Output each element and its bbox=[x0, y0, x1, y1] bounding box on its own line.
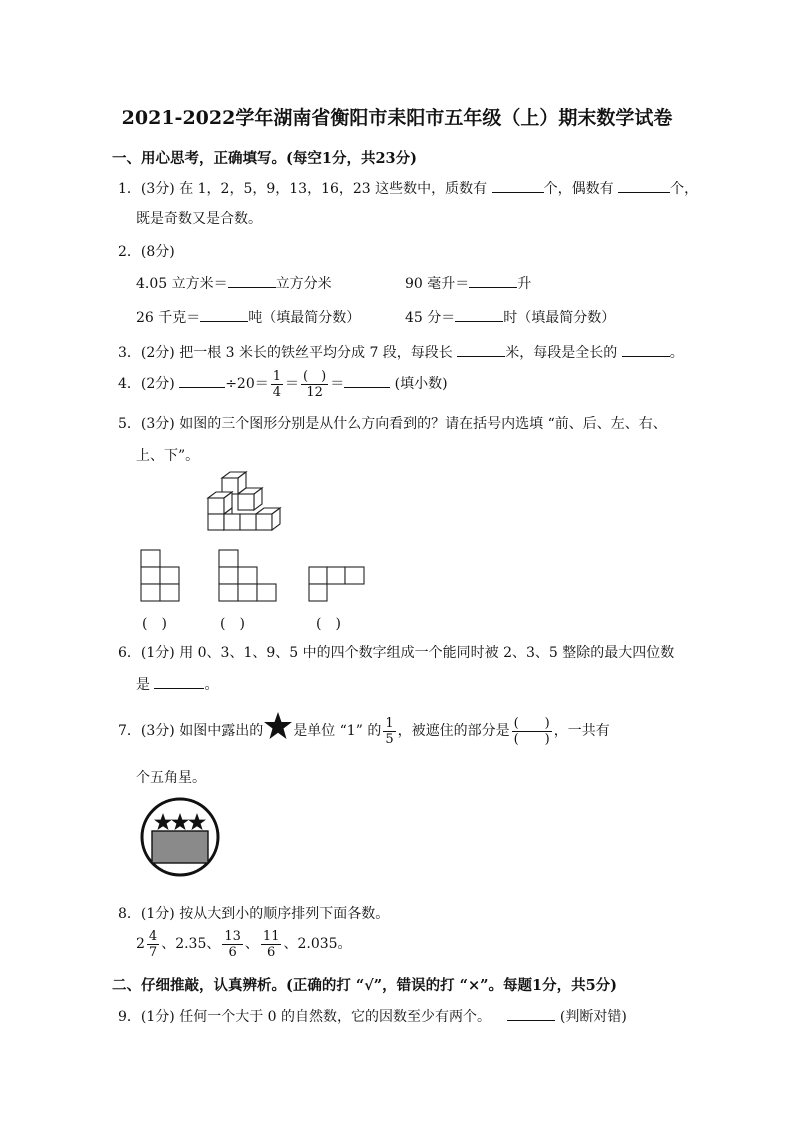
page-title: 2021-2022学年湖南省衡阳市耒阳市五年级（上）期末数学试卷 bbox=[121, 107, 673, 129]
fraction-13-sixths bbox=[222, 929, 243, 960]
q6-text-b: 是 bbox=[136, 677, 150, 693]
answer-blank[interactable] bbox=[622, 344, 670, 357]
separator: 、 bbox=[206, 936, 221, 952]
q2-r1b: 立方分米 bbox=[275, 276, 332, 292]
star-icon bbox=[263, 711, 293, 741]
answer-blank[interactable] bbox=[492, 180, 544, 193]
answer-blank[interactable] bbox=[228, 275, 276, 288]
fraction-numerator: 1 bbox=[272, 368, 282, 384]
q3-text-c: 。 bbox=[669, 345, 684, 361]
question-7 bbox=[118, 706, 610, 756]
q2-r2a: 26 千克＝ bbox=[136, 310, 201, 326]
decimal-number: 2.035。 bbox=[297, 936, 352, 952]
view-2-answer[interactable]: ( ) bbox=[220, 616, 245, 632]
fraction-11-sixths bbox=[261, 929, 282, 960]
view-3-answer[interactable]: ( ) bbox=[316, 616, 341, 632]
q2-item-3 bbox=[136, 307, 360, 327]
q4-text-c: (填小数) bbox=[394, 376, 448, 392]
q4-text-b: ÷20＝ bbox=[225, 376, 269, 392]
q8-text-a: 8．(1分) 按从大到小的顺序排列下面各数。 bbox=[118, 906, 390, 922]
q6-text-c: 。 bbox=[204, 677, 219, 693]
q2-item-2 bbox=[405, 273, 531, 293]
q7-text-a: 7．(3分) 如图中露出的 bbox=[118, 723, 264, 739]
view-1-answer[interactable]: ( ) bbox=[142, 616, 167, 632]
q2-item-4 bbox=[405, 307, 615, 327]
q1-text-b: 个，偶数有 bbox=[543, 181, 614, 197]
q5-text-b: 上、下”。 bbox=[136, 448, 200, 464]
q2-r2c: 45 分＝ bbox=[405, 310, 456, 326]
answer-blank[interactable] bbox=[179, 375, 225, 388]
answer-blank[interactable] bbox=[344, 375, 390, 388]
fraction-denominator: 6 bbox=[267, 944, 276, 960]
fraction-over-12 bbox=[301, 369, 328, 400]
q1-text-d: 既是奇数又是合数。 bbox=[136, 211, 262, 227]
fraction-numerator: 1 bbox=[385, 715, 394, 731]
fraction-numerator-blank[interactable]: ( ) bbox=[513, 715, 550, 731]
q2-r1d: 升 bbox=[517, 276, 532, 292]
equals-sign: ＝ bbox=[285, 376, 300, 392]
fraction-denominator-blank[interactable]: ( ) bbox=[513, 731, 550, 747]
q3-text-a: 3．(2分) 把一根 3 米长的铁丝平均分成 7 段，每段长 bbox=[118, 345, 453, 361]
q6-line-2 bbox=[136, 674, 218, 694]
answer-blank[interactable] bbox=[455, 309, 503, 322]
covered-stars-figure bbox=[137, 797, 223, 877]
q8-numbers bbox=[136, 926, 352, 962]
q1-text-c: 个， bbox=[670, 181, 699, 197]
q7-text-e: 个五角星。 bbox=[136, 770, 206, 786]
view-figure-1 bbox=[140, 549, 180, 603]
fraction-numerator: 11 bbox=[262, 928, 280, 944]
q2-item-1 bbox=[136, 273, 332, 293]
answer-blank[interactable] bbox=[457, 344, 505, 357]
fraction-denominator: 4 bbox=[272, 384, 282, 400]
question-1 bbox=[118, 178, 698, 198]
fraction-one-quarter bbox=[271, 369, 283, 400]
q2-heading: 2．(8分) bbox=[118, 244, 175, 260]
q2-r1c: 90 毫升＝ bbox=[405, 276, 470, 292]
q3-text-b: 米，每段是全长的 bbox=[505, 345, 618, 361]
fraction-denominator: 6 bbox=[228, 944, 237, 960]
separator: 、 bbox=[161, 936, 176, 952]
q2-r2b: 吨（填最简分数） bbox=[248, 310, 361, 326]
fraction-four-sevenths bbox=[147, 929, 159, 960]
answer-blank[interactable] bbox=[200, 309, 248, 322]
q9-text-a: 9．(1分) 任何一个大于 0 的自然数，它的因数至少有两个。 bbox=[118, 1009, 491, 1025]
answer-blank[interactable] bbox=[469, 275, 517, 288]
fraction-one-fifth bbox=[383, 716, 395, 747]
fraction-denominator: 12 bbox=[306, 384, 323, 400]
view-figure-3 bbox=[308, 566, 366, 603]
question-3 bbox=[118, 342, 684, 362]
fraction-numerator: 13 bbox=[224, 928, 241, 944]
q7-text-d: ，一共有 bbox=[553, 723, 610, 739]
separator: 、 bbox=[283, 936, 298, 952]
q7-text-b: 是单位 “1” 的 bbox=[293, 723, 382, 739]
q1-text-a: 1．(3分) 在 1，2，5，9，13，16，23 这些数中，质数有 bbox=[118, 181, 488, 197]
fraction-answer[interactable] bbox=[512, 716, 552, 747]
q4-text-a: 4．(2分) bbox=[118, 376, 175, 392]
q2-r1a: 4.05 立方米＝ bbox=[136, 276, 228, 292]
fraction-numerator-blank[interactable]: ( ) bbox=[303, 368, 327, 384]
cube-stack-figure bbox=[200, 468, 295, 543]
q7-text-c: ，被遮住的部分是 bbox=[397, 723, 510, 739]
answer-blank[interactable] bbox=[618, 180, 670, 193]
section-1-heading: 一、用心思考，正确填写。(每空1分，共23分) bbox=[112, 150, 417, 167]
section-2-heading: 二、仔细推敲，认真辨析。(正确的打 “√”，错误的打 “×”。每题1分，共5分) bbox=[112, 977, 618, 994]
answer-blank[interactable] bbox=[154, 676, 204, 689]
fraction-denominator: 7 bbox=[148, 944, 158, 960]
question-4 bbox=[118, 366, 448, 402]
mixed-number-whole: 2 bbox=[136, 936, 145, 952]
view-figure-2 bbox=[218, 549, 278, 603]
q9-text-b: (判断对错) bbox=[559, 1009, 627, 1025]
answer-blank[interactable] bbox=[507, 1008, 555, 1021]
q5-text-a: 5．(3分) 如图的三个图形分别是从什么方向看到的？请在括号内选填 “前、后、左、右、 bbox=[118, 416, 667, 432]
fraction-numerator: 4 bbox=[148, 928, 158, 944]
fraction-denominator: 5 bbox=[385, 731, 394, 747]
separator: 、 bbox=[244, 936, 259, 952]
q2-r2d: 时（填最简分数） bbox=[503, 310, 616, 326]
q6-text-a: 6．(1分) 用 0、3、1、9、5 中的四个数字组成一个能同时被 2、3、5 整除的最大四位数 bbox=[118, 645, 675, 661]
decimal-number: 2.35 bbox=[175, 936, 207, 952]
question-9 bbox=[118, 1006, 627, 1026]
equals-sign: ＝ bbox=[330, 376, 345, 392]
